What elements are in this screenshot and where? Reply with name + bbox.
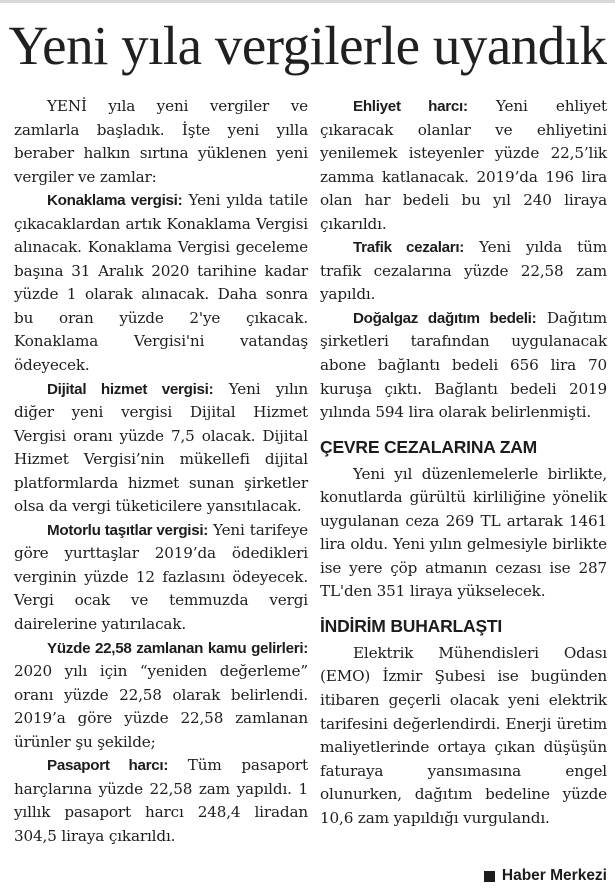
paragraph-ehliyet xyxy=(320,95,607,236)
paragraph-trafik xyxy=(320,236,607,307)
paragraph-lead: Konaklama vergisi: xyxy=(47,192,183,210)
paragraph-lead: Trafik cezaları: xyxy=(353,239,465,257)
byline xyxy=(484,867,607,885)
headline: Yeni yıla vergilerle uyandık xyxy=(8,15,607,76)
paragraph-dijital xyxy=(14,378,308,519)
paragraph-dogalgaz xyxy=(320,307,607,425)
intro-paragraph: YENİ yıla yeni vergiler ve zamlarla başladık. İşte yeni yılla beraber halkın sırtına yüklenen yeni vergiler ve zamlar: xyxy=(14,97,308,186)
subheading-cevre: ÇEVRE CEZALARINA ZAM xyxy=(320,436,538,457)
paragraph-lead: Ehliyet harcı: xyxy=(353,98,468,115)
paragraph-lead: Pasaport harcı: xyxy=(47,757,169,775)
paragraph-pasaport xyxy=(14,754,308,848)
paragraph-cevre: Yeni yıl düzenlemelerle birlikte, konutlarda gürültü kirliliğine yönelik uygulanan ceza 269 TL artarak 1461 lira oldu. Yeni yılın gelmesiyle birlikte ise yere çöp atmanın cezası ise 287 TL'den 351 liraya yükselecek. xyxy=(320,464,607,601)
top-rule xyxy=(0,0,615,3)
paragraph-text: Yeni yılda tatile çıkacaklardan artık Konaklama Vergisi alınacak. Konaklama Vergisi geceleme başına 31 Aralık 2020 tarihine kadar yüzde 1 olarak alınacak. Daha sonra bu oran yüzde 2'ye çıkacak. Konaklama Vergisi'ni vatandaş ödeyecek. xyxy=(14,191,308,375)
paragraph-konaklama xyxy=(14,189,308,377)
right-column xyxy=(320,95,607,830)
paragraph-kamu-gelirleri xyxy=(14,637,308,755)
paragraph-lead: Yüzde 22,58 zamlanan kamu gelirleri: xyxy=(47,639,308,657)
paragraph-motorlu xyxy=(14,519,308,637)
paragraph-text: 2020 yılı için “yeniden değerleme” oranı yüzde 22,58 olarak belirlendi. 2019’a göre yüzde 22,58 zamlanan ürünler şu şekilde; xyxy=(14,662,308,751)
paragraph-text: Yeni yılın diğer yeni vergisi Dijital Hizmet Vergisi oranı yüzde 7,5 olacak. Dijital Hizmet Vergisi’nin mükellefi dijital platformlarda hizmet sunan şirketler olsa da vergi tüketicilere yansıtılacak. xyxy=(14,379,308,516)
square-bullet-icon xyxy=(484,871,495,882)
paragraph-text: Yeni tarifeye göre yurttaşlar 2019’da ödedikleri verginin yüzde 12 fazlasını ödeyecek. Vergi ocak ve temmuzda vergi dairelerine yatırılacak. xyxy=(14,520,308,634)
byline-text: Haber Merkezi xyxy=(501,867,607,884)
paragraph-text: Tüm pasaport harçlarına yüzde 22,58 zam yapıldı. 1 yıllık pasaport harcı 248,4 liradan 304,5 liraya çıkarıldı. xyxy=(14,756,308,845)
paragraph-text: Yeni yılda tüm trafik cezalarına yüzde 22,58 zam yapıldı. xyxy=(320,238,607,304)
paragraph-lead: Dijital hizmet vergisi: xyxy=(47,380,214,398)
paragraph-indirim: Elektrik Mühendisleri Odası (EMO) İzmir Şubesi ise bugünden itibaren geçerli olacak yeni elektrik tarifesini değerlendirdi. Enerji üretim maliyetlerinde ortaya çıkan düşüşün faturaya yansımasına engel olunurken, dağıtım bedeline yüzde 10,6 zam yapıldığı vurgulandı. xyxy=(320,643,607,827)
left-column xyxy=(14,95,308,849)
paragraph-lead: Motorlu taşıtlar vergisi: xyxy=(47,521,209,539)
paragraph-text: Yeni ehliyet çıkaracak olanlar ve ehliyetini yenilemek isteyenler yüzde 22,5’lik zamma katlanacak. 2019’da 196 lira olan har bedeli bu yıl 240 liraya çıkarıldı. xyxy=(320,97,607,233)
paragraph-lead: Doğalgaz dağıtım bedeli: xyxy=(353,309,537,327)
paragraph-text: Dağıtım şirketleri tarafından uygulanacak abone bağlantı bedeli 656 lira 70 kuruşa çıktı. Bağlantı bedeli 2019 yılında 594 lira olarak belirlenmişti. xyxy=(320,308,607,422)
subheading-indirim: İNDİRİM BUHARLAŞTI xyxy=(320,615,503,636)
